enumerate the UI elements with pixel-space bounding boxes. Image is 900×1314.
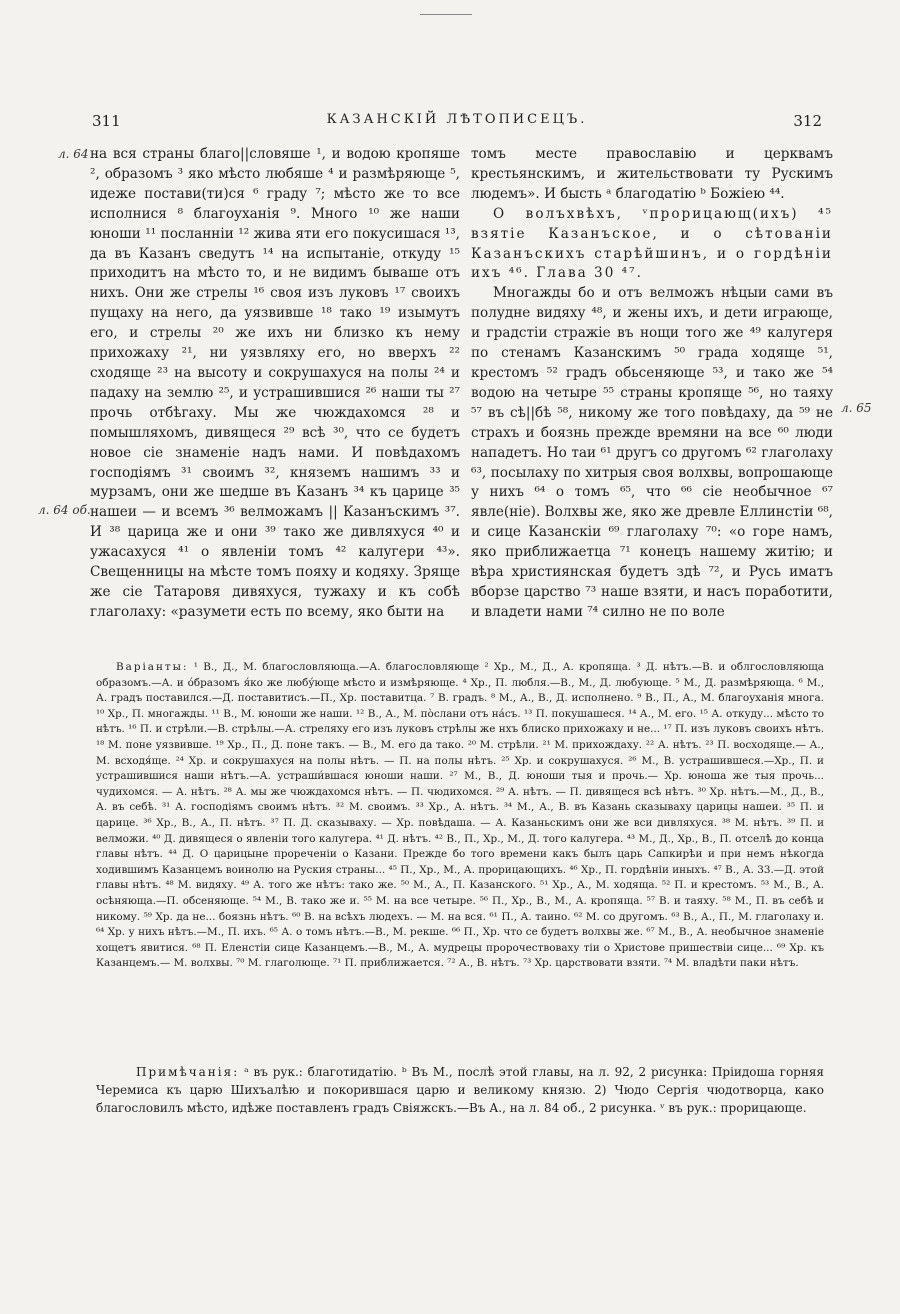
page-number-right: 312: [793, 112, 822, 130]
variants-text: ¹ В., Д., М. благословляюща.—А. благословляюще ² Хр., М., Д., А. кропяща. ³ Д. нѣтъ.—В. и облгословляюща образомъ.—А. и óбразомъ я́ко же любу́юще мѣсто и измѣряюще. ⁴ Хр., П. любля.—В., М., Д. любующе. ⁵ М., Д. размѣряюща. ⁶ М., А. градъ поставился.—Д. поставитисъ.—П., Хр. поставитца. ⁷ В. градъ. ⁸ М., А., В., Д. исполнено. ⁹ В., П., А., М. благоуханія многа. ¹⁰ Хр., П. многажды. ¹¹ В., М. юноши же наши. ¹² В., А., М. пòслани отъ на́съ. ¹³ П. покушашеся. ¹⁴ А., М. его. ¹⁵ А. откуду... мѣсто то нѣтъ. ¹⁶ П. и стрѣли.—В. стрѣлы.—А. стреляху его изъ луковъ стрѣлы же нхъ блиско прихожаху и не... ¹⁷ П. изъ луковъ своихъ нѣтъ. ¹⁸ М. поне уязвивше. ¹⁹ Хр., П., Д. поне такъ. — В., М. его да тако. ²⁰ М. стрѣли. ²¹ М. прихождаху. ²² А. нѣтъ. ²³ П. восходяще.— А., М. всходя́ще. ²⁴ Хр. и сокрушахуся на полы нѣтъ. — П. на полы нѣтъ. ²⁵ Хр. и сокрушахуся. ²⁶ М., В. устрашившеся.—Хр., П. и устрашившися наши нѣтъ.—А. устраши́вшася юноши наши. ²⁷ М., В., Д. юноши тыя и прочь.— Хр. юноша же тыя прочь... чудихомся. — А. нѣтъ. ²⁸ А. мы же чюждахомся нѣтъ. — П. чюдихомся. ²⁹ А. нѣтъ. — П. дивящеся всѣ нѣтъ. ³⁰ Хр. нѣтъ.—М., Д., В., А. въ себѣ. ³¹ А. господіямъ своимъ нѣтъ. ³² М. своимъ. ³³ Хр., А. нѣтъ. ³⁴ М., А., В. въ Казань сказываху царицы нашеи. ³⁵ П. и царице. ³⁶ Хр., В., А., П. нѣтъ. ³⁷ П. Д. сказываху. — Хр. повѣдаша. — А. Казаньскимъ они же вси дивляхуся. ³⁸ М. нѣтъ. ³⁹ П. и велможи. ⁴⁰ Д. дивящеся о явленіи того калугера. ⁴¹ Д. нѣтъ. ⁴² В., П., Хр., М., Д. того калугера. ⁴³ М., Д., Хр., В., П. отселѣ до конца главы нѣтъ. ⁴⁴ Д. О царицыне прореченіи о Казани. Прежде бо того времени какъ былъ царь Сапкирѣи и при немъ нѣкогда ходившимъ Казанцемъ воинолю на Руския страны... ⁴⁵ П., Хр., М., А. прорицающихъ. ⁴⁶ Хр., П. гордѣніи иныхъ. ⁴⁷ В., А. 33.—Д. этой главы нѣтъ. ⁴⁸ М. видяху. ⁴⁹ А. того же нѣтъ: тако же. ⁵⁰ М., А., П. Казанского. ⁵¹ Хр., А., М. ходяща. ⁵² П. и крестомъ. ⁵³ М., В., А. осѣняюща.—П. обсеняюще. ⁵⁴ М., В. тако же и. ⁵⁵ М. на все четыре. ⁵⁶ П., Хр., В., М., А. кропяща. ⁵⁷ В. и таяху. ⁵⁸ М., П. въ себѣ и никому. ⁵⁹ Хр. да не... боязнь нѣтъ. ⁶⁰ В. на всѣхъ людехъ. — М. на вся. ⁶¹ П., А. таино. ⁶² М. со другомъ. ⁶³ В., А., П., М. глаголаху и. ⁶⁴ Хр. у нихъ нѣтъ.—М., П. ихъ. ⁶⁵ А. о томъ нѣтъ.—В., М. рекше. ⁶⁶ П., Хр. что се будетъ волхвы же. ⁶⁷ М., В., А. необычное знаменіе хощетъ явитися. ⁶⁸ П. Еленстіи сице Казанцемъ.—В., М., А. мудрецы пророчествоваху тіи о Христове пришествіи сице... ⁶⁹ Хр. къ Казанцемъ.— М. волхвы. ⁷⁰ М. глаголюще. ⁷¹ П. приближается. ⁷² А., В. нѣтъ. ⁷³ Хр. царствовати взяти. ⁷⁴ М. владѣти паки нѣтъ.: [96, 661, 824, 970]
left-column-text: на вся страны благо||словяше ¹, и водою кропяше ², образомъ ³ яко мѣсто любяше ⁴ и размѣряюще ⁵, идеже постави(ти)ся ⁶ граду ⁷; мѣсто же то все исполнися ⁸ благоуханія ⁹. Много ¹⁰ же наши юноши ¹¹ посланніи ¹² жива яти его покусишася ¹³, да въ Казанъ сведутъ ¹⁴ на испытаніе, откуду ¹⁵ приходитъ на мѣсто то, и не видимъ бываше отъ нихъ. Они же стрелы ¹⁶ своя изъ луковъ ¹⁷ своихъ пущаху на него, да уязвивше ¹⁸ тако ¹⁹ изымутъ его, и стрелы ²⁰ же ихъ ни близко къ нему прихожаху ²¹, ни уязвляху его, но вверхъ ²² сходяще ²³ на высоту и сокрушахуся на полы ²⁴ и падаху на землю ²⁵, и устрашившися ²⁶ наши ты ²⁷ прочь отбѣгаху. Мы же чюждахомся ²⁸ и помышляхомъ, дивящеся ²⁹ всѣ ³⁰, что се будетъ новое сіе знаменіе надъ нами. И повѣдахомъ господіямъ ³¹ своимъ ³², княземъ нашимъ ³³ и мурзамъ, они же шедше въ Казанъ ³⁴ къ царице ³⁵ нашеи — и всемъ ³⁶ велможамъ || Казанъскимъ ³⁷. И ³⁸ царица же и они ³⁹ тако же дивляхуся ⁴⁰ и ужасахуся ⁴¹ о явленіи томъ ⁴² калугери ⁴³». Свещенницы на мѣсте томъ пояху и кодяху. Зряще же сіе Татаровя дивяхуся, тужаху и къ собѣ глаголаху: «разумети есть по всему, яко быти на: [90, 146, 460, 620]
right-column-text-2: Многажды бо и отъ велможъ нѣцыи сами въ полудне видяху ⁴⁸, и жены ихъ, и дети играюще, и градстіи стражіе въ нощи того же ⁴⁹ калугеря по стенамъ Казанскимъ ⁵⁰ града ходяще ⁵¹, крестомъ ⁵² градъ обьсеняюще ⁵³, и тако же ⁵⁴ водою на четыре ⁵⁵ страны кропяще ⁵⁶, но таяху ⁵⁷ въ сѣ||бѣ ⁵⁸, никому же того повѣдаху, да ⁵⁹ не страхъ и боязнь прежде времяни на все ⁶⁰ люди нападетъ. Но таи ⁶¹ другъ со другомъ ⁶² глаголаху ⁶³, посылаху по хитрыя своя волхвы, вопрошающе у нихъ ⁶⁴ о томъ ⁶⁵, что ⁶⁶ сіе необычное ⁶⁷ явле(ніе). Волхвы же, яко же древле Еллинстіи ⁶⁸, и сице Казанскіи ⁶⁹ глаголаху ⁷⁰: «о горе намъ, яко приближаетца ⁷¹ конецъ нашему житію; и вѣра християнская будетъ здѣ ⁷², и Русь иматъ вборзе царство ⁷³ наше взяти, и насъ поработити, и владети нами ⁷⁴ силно не по воле: [471, 285, 833, 620]
variants-apparatus: [96, 660, 824, 972]
right-column: [471, 145, 833, 623]
page-number-left: 311: [92, 112, 121, 130]
page-header: [92, 112, 822, 134]
variants-label: Варіанты:: [116, 661, 189, 673]
notes-label: Примѣчанія:: [136, 1065, 240, 1079]
left-column: [90, 145, 460, 623]
margin-note-folio-65: л. 65: [841, 401, 872, 415]
notes-text: ᵃ въ рук.: благотидатію. ᵇ Въ М., послѣ этой главы, на л. 92, 2 рисунка: Пріидоша горняя Черемиса къ царю Шихъалѣю и покорившася царю и великому князю. 2) Чюдо Сергія чюдотворца, како благословилъ мѣсто, идѣже поставленъ градъ Свіяжскъ.—Въ А., на л. 84 об., 2 рисунка. ᵛ въ рук.: прорицающе.: [96, 1065, 824, 1115]
top-rule: [420, 14, 472, 15]
margin-note-folio-64: л. 64: [58, 147, 89, 161]
chapter-heading: О волъхвѣхъ, ᵛпрорицающ(ихъ) ⁴⁵ взятіе Казанъское, и о сѣтованіи Казанъскихъ старѣйшинъ, и о гордѣніи ихъ ⁴⁶. Глава 30 ⁴⁷.: [471, 205, 833, 282]
running-title: КАЗАНСКІЙ ЛѢТОПИСЕЦЪ.: [326, 112, 588, 127]
margin-note-folio-64-verso: л. 64 об.: [38, 503, 91, 517]
notes-section: [96, 1063, 824, 1117]
right-column-text-1: томъ месте православію и церквамъ крестьянскимъ, и жительствовати ту Рускимъ людемъ». И бысть ᵃ благодатію ᵇ Божіею ⁴⁴.: [471, 146, 833, 202]
